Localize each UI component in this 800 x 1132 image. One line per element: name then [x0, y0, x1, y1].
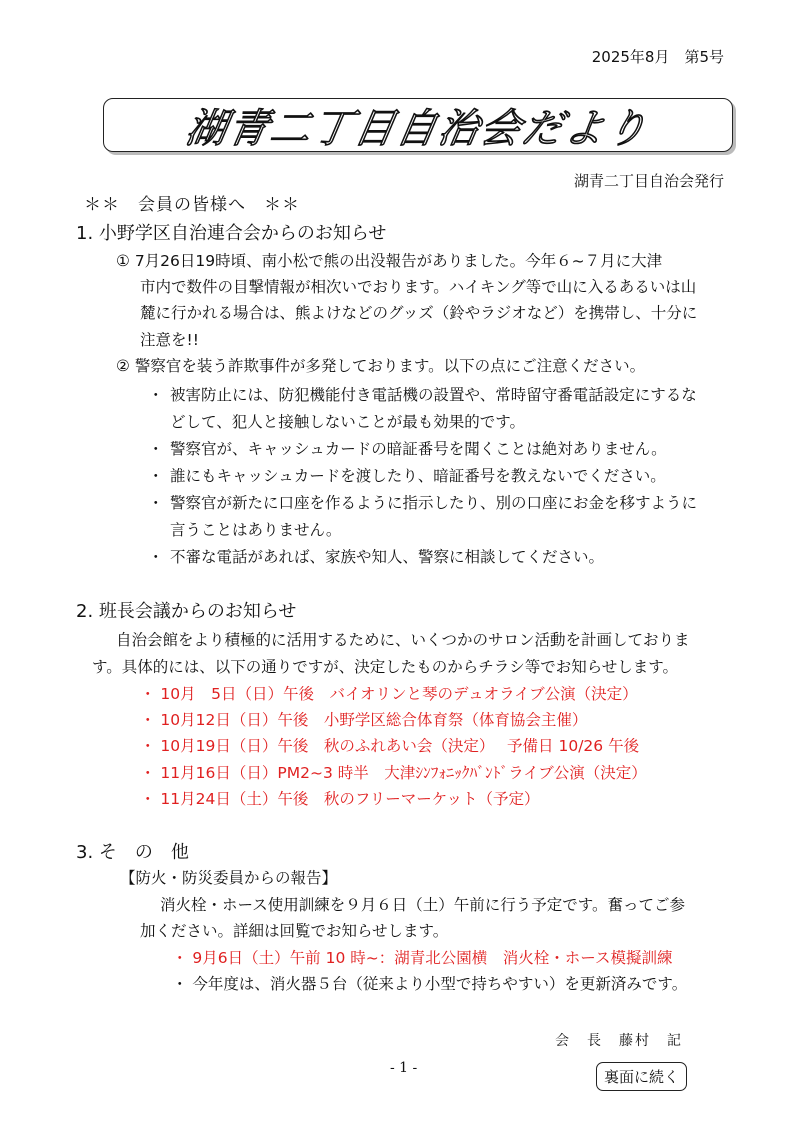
- section1-item1-line: 市内で数件の目撃情報が相次いでおります。ハイキング等で山に入るあるいは山: [140, 278, 697, 296]
- newsletter-title: 湖青二丁目自治会だより: [182, 105, 653, 152]
- bullet-text: 誰にもキャッシュカードを渡したり、暗証番号を教えないでください。: [170, 467, 666, 485]
- bullet-text: 不審な電話があれば、家族や知人、警察に相談してください。: [170, 548, 605, 566]
- greeting: ＊＊ 会員の皆様へ ＊＊: [84, 195, 300, 215]
- section2-heading: 2. 班長会議からのお知らせ: [76, 601, 297, 622]
- continued-note: 裏面に続く: [596, 1062, 687, 1091]
- section3-heading: 3. そ の 他: [76, 842, 189, 863]
- bullet-text: 警察官が新たに口座を作るように指示したり、別の口座にお金を移すように: [170, 494, 698, 512]
- section2-body-line: 自治会館をより積極的に活用するために、いくつかのサロン活動を計画しておりま: [116, 631, 690, 649]
- issue-label: 2025年8月 第5号: [591, 48, 724, 66]
- extinguisher-bullet: ・ 今年度は、消火器５台（従来より小型で持ちやすい）を更新済みです。: [172, 975, 688, 993]
- section3-body-line: 加ください。詳細は回覧でお知らせします。: [140, 922, 449, 940]
- publisher-label: 湖青二丁目自治会発行: [573, 172, 724, 190]
- event-item: ・ 10月19日（日）午後 秋のふれあい会（決定） 予備日 10/26 午後: [140, 737, 640, 755]
- bullet-text: 警察官が、キャッシュカードの暗証番号を聞くことは絶対ありません。: [170, 440, 667, 458]
- event-item: ・ 10月 5日（日）午後 バイオリンと琴のデュオライブ公演（決定）: [140, 685, 638, 703]
- section1-item2-lead: ② 警察官を装う詐欺事件が多発しております。以下の点にご注意ください。: [116, 357, 646, 375]
- section1-item1-line: 注意を!!: [140, 331, 199, 349]
- section1-heading: 1. 小野学区自治連合会からのお知らせ: [76, 223, 387, 244]
- bullet-text: どして、犯人と接触しないことが最も効果的です。: [170, 413, 525, 431]
- bullet-marker: ・: [148, 467, 164, 485]
- bullet-text: 被害防止には、防犯機能付き電話機の設置や、常時留守番電話設定にするな: [170, 386, 697, 404]
- bullet-marker: ・: [148, 386, 164, 404]
- bullet-marker: ・: [148, 494, 164, 512]
- page-number: - 1 -: [390, 1060, 418, 1076]
- bullet-marker: ・: [148, 440, 164, 458]
- title-banner: [103, 98, 733, 152]
- section3-body-line: 消火栓・ホース使用訓練を９月６日（土）午前に行う予定です。奮ってご参: [160, 896, 685, 914]
- event-item: ・ 11月24日（土）午後 秋のフリーマーケット（予定）: [140, 790, 540, 808]
- bullet-text: 言うことはありません。: [170, 521, 342, 539]
- event-item: ・ 10月12日（日）午後 小野学区総合体育祭（体育協会主催）: [140, 711, 588, 729]
- section2-body-line: す。具体的には、以下の通りですが、決定したものからチラシ等でお知らせします。: [92, 658, 679, 676]
- event-item: ・ 11月16日（日）PM2~3 時半 大津ｼﾝﾌｫﾆｯｸﾊﾞﾝﾄﾞライブ公演（決定）: [140, 764, 647, 782]
- section1-item1-line: ① 7月26日19時頃、南小松で熊の出没報告がありました。今年６~７月に大津: [116, 252, 663, 270]
- signature: 会 長 藤村 記: [555, 1033, 683, 1049]
- section3-subheading: 【防火・防災委員からの報告】: [120, 869, 338, 887]
- drill-bullet: ・ 9月6日（土）午前 10 時~：湖青北公園横 消火栓・ホース模擬訓練: [172, 949, 673, 967]
- section1-item1-line: 麓に行かれる場合は、熊よけなどのグッズ（鈴やラジオなど）を携帯し、十分に: [140, 304, 698, 322]
- bullet-marker: ・: [148, 548, 164, 566]
